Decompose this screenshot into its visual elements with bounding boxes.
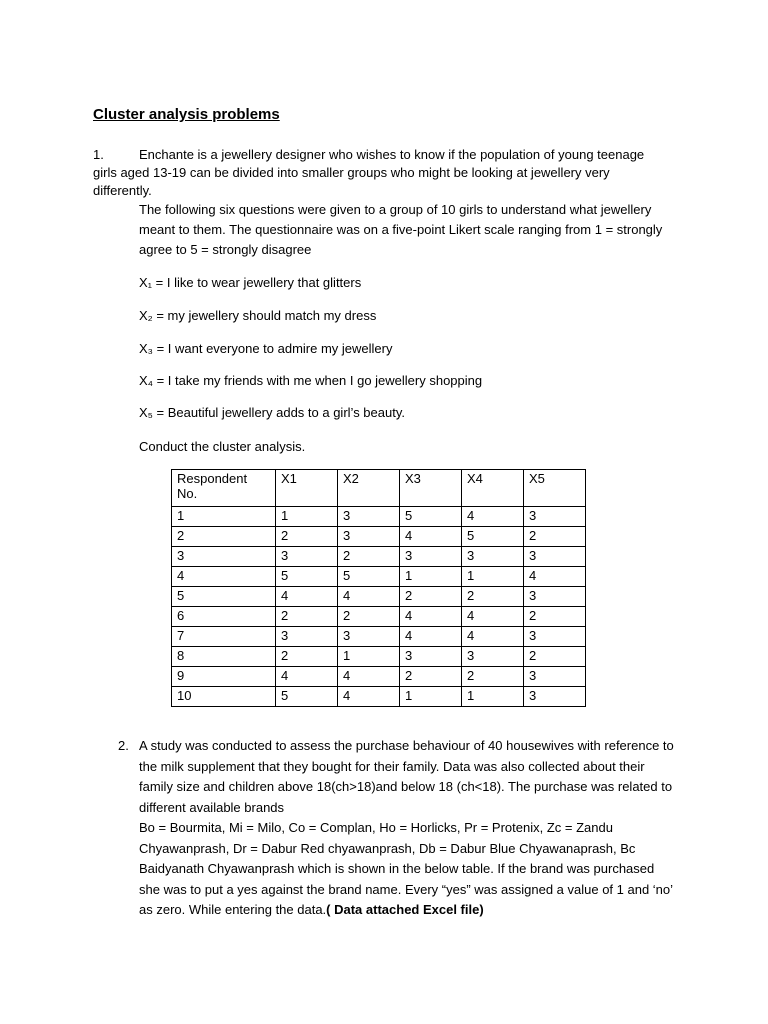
table-header-row bbox=[172, 470, 586, 507]
respondent-number-cell: 1 bbox=[172, 507, 276, 527]
problem-2-number: 2. bbox=[118, 738, 129, 753]
page-title: Cluster analysis problems bbox=[93, 106, 280, 123]
score-cell: 3 bbox=[400, 647, 462, 667]
score-cell: 1 bbox=[338, 647, 400, 667]
score-cell: 1 bbox=[462, 687, 524, 707]
score-cell: 4 bbox=[276, 587, 338, 607]
score-cell: 2 bbox=[338, 607, 400, 627]
score-cell: 5 bbox=[338, 567, 400, 587]
score-cell: 3 bbox=[276, 627, 338, 647]
definition-x3: X₃ = I want everyone to admire my jewellery bbox=[139, 341, 393, 356]
score-cell: 3 bbox=[524, 587, 586, 607]
table-header-cell: X4 bbox=[462, 470, 524, 507]
score-cell: 1 bbox=[462, 567, 524, 587]
score-cell: 3 bbox=[524, 547, 586, 567]
score-cell: 2 bbox=[276, 607, 338, 627]
score-cell: 3 bbox=[462, 647, 524, 667]
definition-x4: X₄ = I take my friends with me when I go jewellery shopping bbox=[139, 373, 483, 388]
definition-x2: X₂ = my jewellery should match my dress bbox=[139, 308, 377, 323]
table-row bbox=[172, 667, 586, 687]
score-cell: 1 bbox=[400, 687, 462, 707]
table-row bbox=[172, 547, 586, 567]
respondent-number-cell: 9 bbox=[172, 667, 276, 687]
table-header-cell: X5 bbox=[524, 470, 586, 507]
respondent-number-cell: 5 bbox=[172, 587, 276, 607]
table-row bbox=[172, 647, 586, 667]
table-row bbox=[172, 567, 586, 587]
score-cell: 2 bbox=[276, 647, 338, 667]
score-cell: 3 bbox=[338, 507, 400, 527]
problem-1-questionnaire: The following six questions were given to a group of 10 girls to understand what jewellery meant to them. The questionnaire was on a five-point Likert scale ranging from 1 = strongly agree to 5 = strongly disagree bbox=[139, 202, 663, 257]
score-cell: 4 bbox=[462, 507, 524, 527]
score-cell: 4 bbox=[400, 627, 462, 647]
score-cell: 3 bbox=[524, 687, 586, 707]
score-cell: 1 bbox=[276, 507, 338, 527]
score-cell: 2 bbox=[338, 547, 400, 567]
respondent-number-cell: 6 bbox=[172, 607, 276, 627]
score-cell: 4 bbox=[276, 667, 338, 687]
problem-2-brands: Bo = Bourmita, Mi = Milo, Co = Complan, Ho = Horlicks, Pr = Protenix, Zc = Zandu Chyawanprash, Dr = Dabur Red chyawanprash, Db = Dabur Blue Chyawanaprash, Bc Baidyanath Chyawanprash which is shown in the below table. If the brand was purchased she was to put a yes against the brand name. Every “yes” was assigned a value of 1 and ‘no’ as zero. While entering the data. bbox=[139, 820, 673, 917]
respondent-number-cell: 4 bbox=[172, 567, 276, 587]
respondent-number-cell: 10 bbox=[172, 687, 276, 707]
definition-x1: X₁ = I like to wear jewellery that glitters bbox=[139, 275, 362, 290]
score-cell: 2 bbox=[524, 647, 586, 667]
problem-1-intro-text: Enchante is a jewellery designer who wishes to know if the population of young teenage girls aged 13-19 can be divided into smaller groups who might be looking at jewellery very differently. bbox=[93, 147, 645, 198]
problem-2-text: A study was conducted to assess the purchase behaviour of 40 housewives with reference to the milk supplement that they bought for their family. Data was also collected about their family size and children above 18(ch>18)and below 18 (ch<18). The purchase was related to different available brands bbox=[139, 738, 674, 815]
respondent-number-cell: 7 bbox=[172, 627, 276, 647]
score-cell: 4 bbox=[400, 527, 462, 547]
problem-1-intro bbox=[93, 146, 653, 200]
score-cell: 5 bbox=[276, 567, 338, 587]
table-header-cell: X3 bbox=[400, 470, 462, 507]
score-cell: 4 bbox=[462, 607, 524, 627]
table-header-cell: Respondent No. bbox=[172, 470, 276, 507]
score-cell: 3 bbox=[276, 547, 338, 567]
score-cell: 3 bbox=[524, 627, 586, 647]
score-cell: 3 bbox=[338, 627, 400, 647]
score-cell: 2 bbox=[400, 587, 462, 607]
respondent-number-cell: 8 bbox=[172, 647, 276, 667]
score-cell: 4 bbox=[338, 587, 400, 607]
score-cell: 5 bbox=[276, 687, 338, 707]
score-cell: 4 bbox=[524, 567, 586, 587]
score-cell: 3 bbox=[524, 507, 586, 527]
respondent-data-table bbox=[171, 469, 586, 707]
problem-2-note: ( Data attached Excel file) bbox=[326, 902, 484, 917]
score-cell: 4 bbox=[338, 687, 400, 707]
problem-1-number: 1. bbox=[93, 147, 104, 162]
score-cell: 4 bbox=[462, 627, 524, 647]
problem-2-body bbox=[139, 736, 678, 921]
score-cell: 2 bbox=[400, 667, 462, 687]
score-cell: 2 bbox=[462, 587, 524, 607]
score-cell: 1 bbox=[400, 567, 462, 587]
score-cell: 4 bbox=[400, 607, 462, 627]
score-cell: 5 bbox=[462, 527, 524, 547]
score-cell: 4 bbox=[338, 667, 400, 687]
table-row bbox=[172, 687, 586, 707]
definition-x5: X₅ = Beautiful jewellery adds to a girl’s beauty. bbox=[139, 405, 405, 420]
score-cell: 2 bbox=[462, 667, 524, 687]
problem-1-instruction: Conduct the cluster analysis. bbox=[139, 439, 306, 454]
score-cell: 2 bbox=[524, 607, 586, 627]
score-cell: 3 bbox=[462, 547, 524, 567]
score-cell: 3 bbox=[400, 547, 462, 567]
score-cell: 3 bbox=[338, 527, 400, 547]
score-cell: 2 bbox=[276, 527, 338, 547]
table-body bbox=[172, 507, 586, 707]
problem-2 bbox=[118, 736, 678, 921]
table-row bbox=[172, 587, 586, 607]
table-row bbox=[172, 527, 586, 547]
table-row bbox=[172, 627, 586, 647]
score-cell: 3 bbox=[524, 667, 586, 687]
respondent-number-cell: 2 bbox=[172, 527, 276, 547]
table-header-cell: X1 bbox=[276, 470, 338, 507]
table-row bbox=[172, 507, 586, 527]
table-row bbox=[172, 607, 586, 627]
table-header-cell: X2 bbox=[338, 470, 400, 507]
respondent-number-cell: 3 bbox=[172, 547, 276, 567]
score-cell: 2 bbox=[524, 527, 586, 547]
score-cell: 5 bbox=[400, 507, 462, 527]
